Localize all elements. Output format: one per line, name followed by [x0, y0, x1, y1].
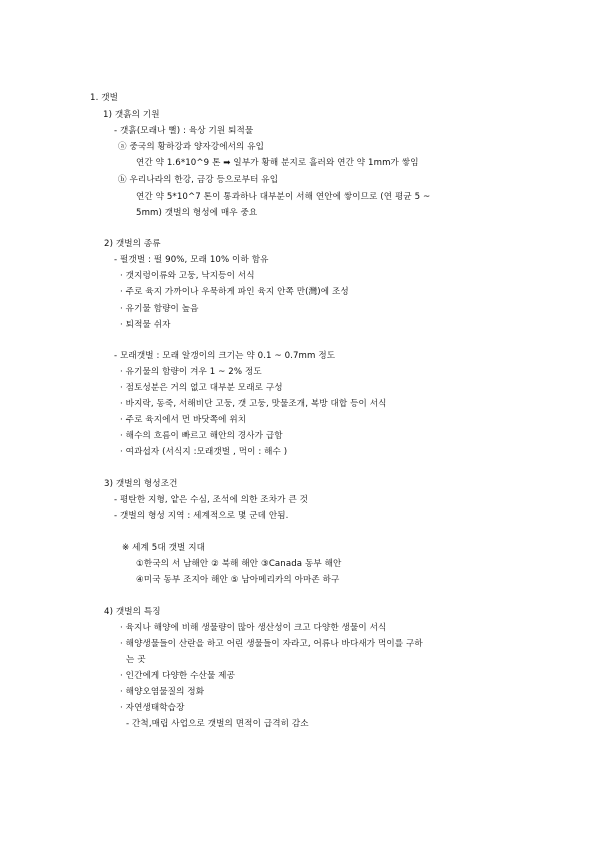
text-line: ⓐ 중국의 황하강과 양자강에서의 유입: [118, 142, 265, 152]
section-title: 4) 갯벌의 특징: [104, 607, 161, 617]
text-line: 는 곳: [126, 655, 146, 665]
text-line: - 모래갯벌 : 모래 알갱이의 크기는 약 0.1 ~ 0.7mm 정도: [114, 351, 336, 361]
text-line: 연간 약 1.6*10^9 톤 ➡ 일부가 황해 분지로 흘러와 연간 약 1mm가 쌓임: [136, 158, 419, 168]
text-line: · 퇴적물 쉬자: [120, 320, 171, 330]
text-line: · 점토성분은 거의 없고 대부분 모래로 구성: [120, 383, 283, 393]
section-title: 3) 갯벌의 형성조건: [104, 479, 178, 489]
text-line: · 주로 육지에서 먼 바닷쪽에 위치: [120, 415, 247, 425]
text-line: · 바지락, 동죽, 서해비단 고둥, 갯 고둥, 맛물조개, 복방 대합 등이 서식: [120, 399, 387, 409]
text-line: · 해수의 흐름이 빠르고 해안의 경사가 급함: [120, 431, 283, 441]
text-line: ④미국 동부 조지아 해안 ⑤ 남아메리카의 아마존 하구: [136, 575, 340, 585]
text-line: - 펄갯벌 : 펄 90%, 모래 10% 이하 함유: [114, 255, 269, 265]
text-line: · 주로 육지 가까이나 우묵하게 파인 육지 안쪽 만(灣)에 조성: [120, 287, 349, 297]
text-line: · 해양생물들이 산란을 하고 어린 생물들이 자라고, 어류나 바다새가 먹이를 구하: [120, 639, 423, 649]
text-line: 5mm) 갯벌의 형성에 매우 중요: [136, 208, 258, 218]
text-line: - 간척,매립 사업으로 갯벌의 면적이 급격히 감소: [126, 719, 309, 729]
text-line: · 유기물 함량이 높음: [120, 304, 199, 314]
text-line: - 갯벌의 형성 지역 : 세계적으로 몇 군데 안됨.: [114, 511, 289, 521]
text-line: ⓑ 우리나라의 한강, 금강 등으로부터 유입: [118, 175, 279, 185]
text-line: - 갯흙(모래나 뻘) : 육상 기원 퇴적물: [114, 126, 254, 136]
text-line: · 육지나 해양에 비해 생물량이 많아 생산성이 크고 다양한 생물이 서식: [120, 623, 387, 633]
document-heading: 1. 갯벌: [90, 93, 119, 103]
text-line: · 자연생태학습장: [120, 703, 185, 713]
section-title: 2) 갯벌의 종류: [104, 239, 161, 249]
text-line: · 해양오염물질의 정화: [120, 687, 205, 697]
text-line: · 유기물의 함량이 겨우 1 ~ 2% 정도: [120, 367, 262, 377]
text-line: - 평탄한 지형, 얕은 수심, 조석에 의한 조차가 큰 것: [114, 495, 308, 505]
text-line: · 갯지렁이류와 고둥, 낙지등이 서식: [120, 271, 255, 281]
text-line: · 인간에게 다양한 수산물 제공: [120, 671, 235, 681]
text-line: 연간 약 5*10^7 톤이 통과하나 대부분이 서해 연안에 쌓이므로 (연 평균 5 ~: [136, 192, 431, 202]
text-line: ※ 세계 5대 갯벌 지대: [122, 543, 206, 553]
section-title: 1) 갯흙의 기원: [103, 110, 160, 120]
text-line: · 여과섭자 (서식지 :모래갯벌 , 먹이 : 해수 ): [120, 447, 288, 457]
text-line: ①한국의 서 남해안 ② 북해 해안 ③Canada 동부 해안: [136, 559, 342, 569]
